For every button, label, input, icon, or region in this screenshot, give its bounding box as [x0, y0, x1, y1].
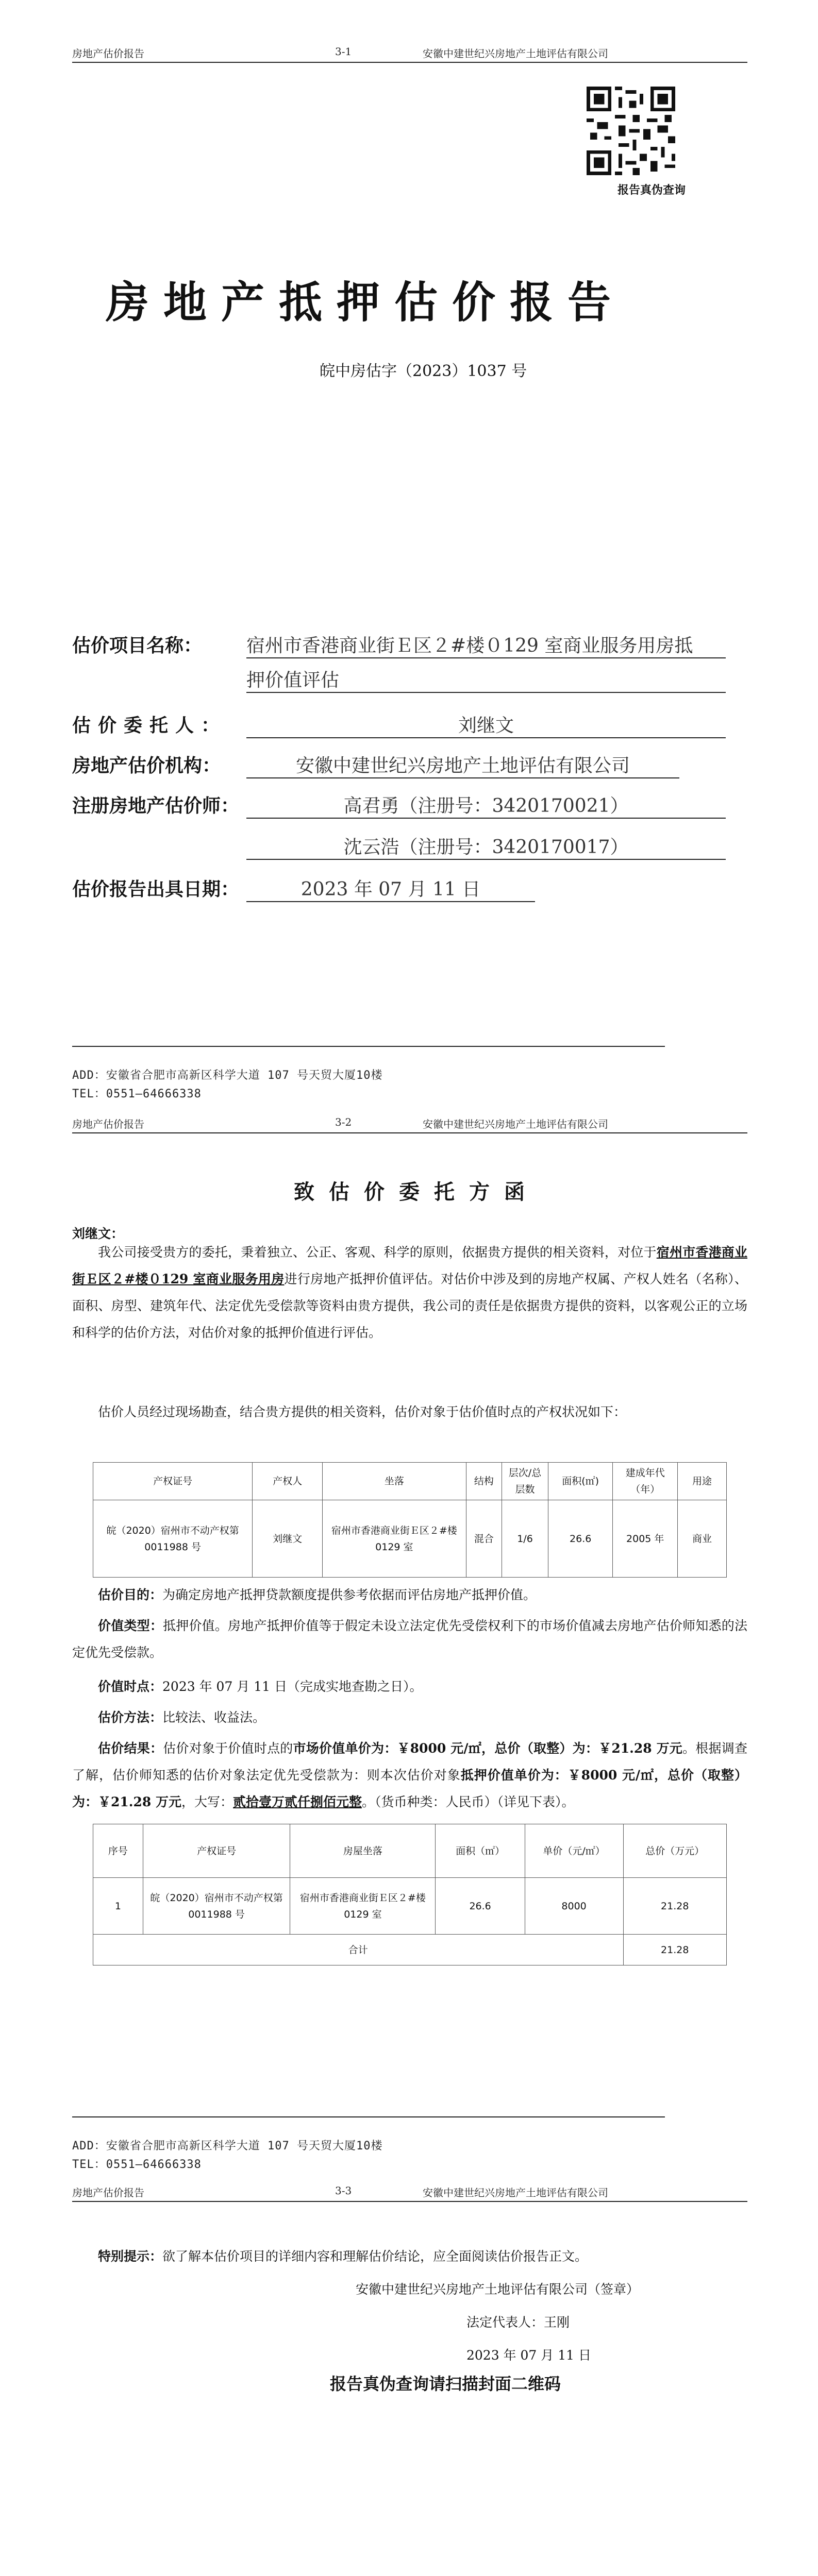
value-date-text: 2023 年 07 月 11 日（完成实地查勘之日）。	[162, 1679, 423, 1694]
field-value-date: 2023 年 07 月 11 日	[246, 875, 535, 902]
value-date-paragraph	[72, 1673, 747, 1700]
property-table	[93, 1462, 727, 1578]
text-run: 估价对象于价值时点的	[163, 1741, 293, 1756]
amount-in-words: 贰拾壹万贰仟捌佰元整	[233, 1794, 362, 1809]
letter-title: 致估价委托方函	[294, 1180, 539, 1204]
field-value-client: 刘继文	[246, 711, 726, 738]
field-value-agency: 安徽中建世纪兴房地产土地评估有限公司	[246, 751, 679, 778]
table-total-value: 21.28	[623, 1935, 727, 1965]
valuation-table	[93, 1824, 727, 1965]
qr-code[interactable]	[587, 87, 675, 175]
field-value-project-line2: 押价值评估	[246, 666, 726, 693]
table-header-row	[93, 1824, 727, 1878]
table-header: 房屋坐落	[290, 1824, 436, 1878]
table-cell: 宿州市香港商业街Ｅ区２#楼 0129 室	[290, 1878, 436, 1935]
field-value-project: 宿州市香港商业街Ｅ区２#楼０129 室商业服务用房抵	[246, 631, 726, 658]
page-header-number: 3-2	[335, 1116, 352, 1128]
table-header: 坐落	[323, 1463, 466, 1500]
page-header-company: 安徽中建世纪兴房地产土地评估有限公司	[423, 47, 608, 60]
special-note	[98, 2246, 747, 2265]
table-header: 面积(㎡)	[548, 1463, 613, 1500]
table-header: 结构	[466, 1463, 502, 1500]
special-note-text: 欲了解本估价项目的详细内容和理解估价结论，应全面阅读估价报告正文。	[162, 2249, 588, 2264]
field-value-appraiser-2: 沈云浩（注册号：3420170017）	[246, 833, 726, 860]
special-note-label: 特别提示：	[98, 2249, 163, 2264]
market-value: 市场价值单价为：￥8000 元/㎡，总价（取整）为：￥21.28 万元	[293, 1741, 683, 1756]
table-cell: 1/6	[502, 1500, 548, 1578]
table-cell: 26.6	[436, 1878, 525, 1935]
footer-address: ADD：安徽省合肥市高新区科学大道 107 号天贸大厦10楼	[72, 1069, 383, 1082]
method-paragraph	[72, 1704, 747, 1731]
page-header-company: 安徽中建世纪兴房地产土地评估有限公司	[423, 1118, 608, 1130]
page-header-number: 3-3	[335, 2184, 352, 2197]
report-title: 房地产抵押估价报告	[106, 277, 626, 328]
table-total-row	[93, 1935, 727, 1965]
value-type-paragraph	[72, 1613, 747, 1666]
field-value-appraiser-1: 高君勇（注册号：3420170021）	[246, 791, 726, 819]
letter-salutation: 刘继文：	[72, 1226, 124, 1241]
table-header: 建成年代（年）	[613, 1463, 678, 1500]
legal-representative: 法定代表人：王刚	[466, 2315, 570, 2330]
letter-paragraph-1	[72, 1239, 747, 1346]
sign-date: 2023 年 07 月 11 日	[466, 2348, 591, 2363]
method-text: 比较法、收益法。	[162, 1710, 266, 1725]
page-header-company: 安徽中建世纪兴房地产土地评估有限公司	[423, 2187, 608, 2199]
table-header: 单价（元/㎡）	[525, 1824, 623, 1878]
text-run: 我公司接受贵方的委托，秉着独立、公正、客观、科学的原则，依据贵方提供的相关资料，对位于	[98, 1245, 657, 1260]
method-label: 估价方法：	[98, 1710, 163, 1725]
table-row	[93, 1878, 727, 1935]
table-cell: 宿州市香港商业街Ｅ区２#楼 0129 室	[323, 1500, 466, 1578]
field-label-appraisers: 注册房地产估价师：	[72, 795, 240, 817]
table-header-row	[93, 1463, 727, 1500]
table-cell: 1	[93, 1878, 143, 1935]
table-cell: 皖（2020）宿州市不动产权第 0011988 号	[143, 1878, 290, 1935]
company-signature: 安徽中建世纪兴房地产土地评估有限公司（签章）	[356, 2282, 640, 2297]
table-cell: 26.6	[548, 1500, 613, 1578]
text-run: 。根据调查了解，估价师知悉的估价对象法定优先受偿款为：则本次估价对象	[72, 1741, 747, 1783]
property-address: 宿州市香港商业街Ｅ区２#楼０129 室商业服务用房	[72, 1245, 747, 1286]
purpose-label: 估价目的：	[98, 1587, 163, 1602]
mortgage-value: 抵押价值单价为：￥8000 元/㎡，总价（取整）为：￥21.28 万元	[72, 1768, 747, 1809]
page-header-left: 房地产估价报告	[72, 1118, 144, 1130]
scan-qr-note: 报告真伪查询请扫描封面二维码	[330, 2374, 561, 2394]
field-label-agency: 房地产估价机构：	[72, 755, 221, 776]
purpose-paragraph	[72, 1582, 747, 1608]
letter-paragraph-2: 估价人员经过现场勘查，结合贵方提供的相关资料，估价对象于估价值时点的产权状况如下：	[98, 1404, 627, 1419]
report-ref-number: 皖中房估字（2023）1037 号	[320, 362, 527, 380]
table-header: 用途	[678, 1463, 727, 1500]
field-label-client: 估价委托人：	[72, 715, 227, 736]
table-cell: 混合	[466, 1500, 502, 1578]
page-header-left: 房地产估价报告	[72, 2187, 144, 2199]
table-header: 层次/总层数	[502, 1463, 548, 1500]
table-header: 序号	[93, 1824, 143, 1878]
page-header-number: 3-1	[335, 45, 352, 58]
text-run: 。（货币种类：人民币）（详见下表）。	[362, 1794, 575, 1809]
table-cell: 2005 年	[613, 1500, 678, 1578]
table-cell: 皖（2020）宿州市不动产权第 0011988 号	[93, 1500, 253, 1578]
footer-tel: TEL：0551—64666338	[72, 1088, 202, 1100]
table-cell: 8000	[525, 1878, 623, 1935]
page-header-left: 房地产估价报告	[72, 47, 144, 60]
result-paragraph	[72, 1735, 747, 1816]
table-row	[93, 1500, 727, 1578]
purpose-text: 为确定房地产抵押贷款额度提供参考依据而评估房地产抵押价值。	[162, 1587, 537, 1602]
text-run: 进行房地产抵押价值评估。对估价中涉及到的房地产权属、产权人姓名（名称）、面积、房型、建筑年代、法定优先受偿款等资料由贵方提供，我公司的责任是依据贵方提供的资料，以客观公正的立场和科学的估价方法，对估价对象的抵押价值进行评估。	[72, 1272, 747, 1340]
text-run: ，大写：	[181, 1794, 233, 1809]
table-cell: 21.28	[623, 1878, 727, 1935]
footer-address: ADD：安徽省合肥市高新区科学大道 107 号天贸大厦10楼	[72, 2140, 383, 2153]
qr-caption: 报告真伪查询	[617, 184, 686, 197]
table-total-label: 合计	[93, 1935, 624, 1965]
table-header: 产权证号	[93, 1463, 253, 1500]
field-label-project: 估价项目名称：	[72, 635, 203, 656]
table-header: 产权证号	[143, 1824, 290, 1878]
field-label-date: 估价报告出具日期：	[72, 879, 240, 900]
table-header: 面积（㎡）	[436, 1824, 525, 1878]
result-label: 估价结果：	[98, 1741, 163, 1756]
table-header: 产权人	[253, 1463, 323, 1500]
table-cell: 刘继文	[253, 1500, 323, 1578]
table-header: 总价（万元）	[623, 1824, 727, 1878]
footer-tel: TEL：0551—64666338	[72, 2158, 202, 2171]
table-cell: 商业	[678, 1500, 727, 1578]
value-type-text: 抵押价值。房地产抵押价值等于假定未设立法定优先受偿权利下的市场价值减去房地产估价师知悉的法定优先受偿款。	[72, 1618, 747, 1660]
value-date-label: 价值时点：	[98, 1679, 163, 1694]
value-type-label: 价值类型：	[98, 1618, 163, 1633]
